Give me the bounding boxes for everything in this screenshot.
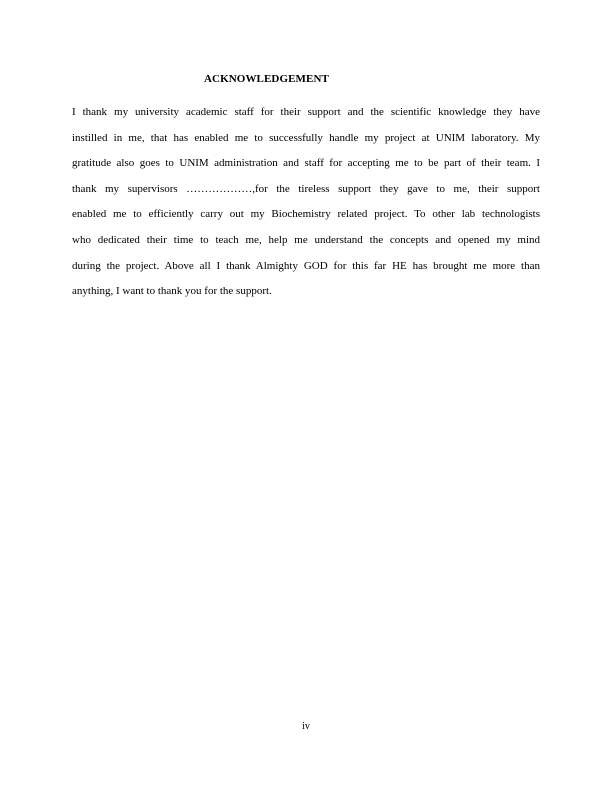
page-number: iv [302, 721, 310, 732]
paragraph-line: I thank my university academic staff for their support and the scientific knowledge they have [72, 106, 540, 118]
paragraph-line: thank my supervisors ………………,for the tireless support they gave to me, their support [72, 182, 540, 195]
paragraph-line: anything, I want to thank you for the support. [72, 285, 272, 298]
paragraph-line: gratitude also goes to UNIM administration and staff for accepting me to be part of their team. I [72, 157, 540, 170]
paragraph-line: enabled me to efficiently carry out my Biochemistry related project. To other lab technologists [72, 208, 540, 221]
paragraph-line: who dedicated their time to teach me, help me understand the concepts and opened my mind [72, 233, 540, 246]
acknowledgement-paragraph [72, 104, 540, 309]
paragraph-line: instilled in me, that has enabled me to successfully handle my project at UNIM laboratory. My [72, 131, 540, 144]
page-title: ACKNOWLEDGEMENT [204, 73, 329, 85]
paragraph-line: during the project. Above all I thank Almighty GOD for this far HE has brought me more than [72, 259, 540, 272]
